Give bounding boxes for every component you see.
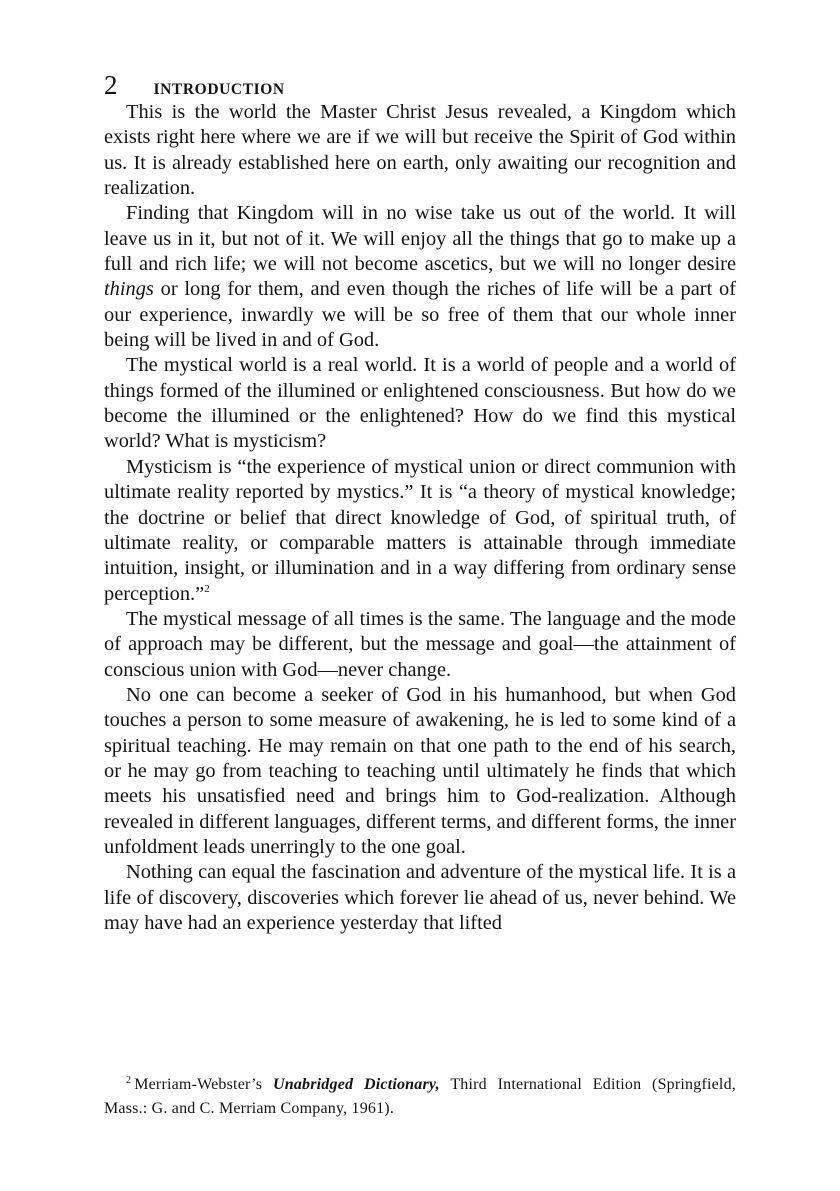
paragraph-6: [104, 683, 736, 860]
paragraph-2: [104, 201, 736, 353]
paragraph-2-emphasis: things: [104, 278, 154, 301]
footnote: [104, 1073, 736, 1121]
footnote-marker: 2: [126, 1074, 132, 1086]
paragraph-7: [104, 860, 736, 936]
running-head: [104, 70, 744, 100]
paragraph-4-text: Mysticism is “the experience of mystical union or direct communion with ultimate reality reported by mystics.” It is “a theory of mystical knowledge; the doctrine or belief that direct knowledge of God, of spiritual truth, of ultimate reality, or comparable matters is attainable through immediate intuition, insight, or illumination and in a way differing from ordinary sense perception.”: [104, 455, 736, 605]
paragraph-1: [104, 100, 736, 201]
paragraph-3-text: The mystical world is a real world. It is a world of people and a world of things formed of the illumined or enlightened consciousness. But how do we become the illumined or the enlightened? How do we find this mystical world? What is mysticism?: [104, 354, 736, 453]
paragraph-7-text: Nothing can equal the fascination and adventure of the mystical life. It is a life of discovery, discoveries which forever lie ahead of us, never behind. We may have had an experience yesterday that lifted: [104, 861, 736, 934]
footnote-text-before: Merriam-Webster’s: [134, 1076, 273, 1093]
chapter-title: INTRODUCTION: [153, 81, 285, 98]
paragraph-5: [104, 607, 736, 683]
body-text: [104, 100, 736, 936]
page-number: 2: [104, 70, 118, 100]
paragraph-3: [104, 353, 736, 454]
footnote-title: Unabridged Dictionary,: [272, 1076, 440, 1093]
paragraph-1-text: This is the world the Master Christ Jesus revealed, a Kingdom which exists right here where we are if we will but receive the Spirit of God within us. It is already established here on earth, only awaiting our recognition and realization.: [104, 101, 736, 200]
paragraph-2-text-before: Finding that Kingdom will in no wise take us out of the world. It will leave us in it, but not of it. We will enjoy all the things that go to make up a full and rich life; we will not become ascetics, but we will no longer desire: [104, 202, 736, 276]
footnote-reference: 2: [204, 582, 210, 595]
paragraph-2-text-after: or long for them, and even though the riches of life will be a part of our experience, inwardly we will be so free of them that our whole inner being will be lived in and of God.: [104, 278, 736, 352]
paragraph-6-text: No one can become a seeker of God in his humanhood, but when God touches a person to some measure of awakening, he is led to some kind of a spiritual teaching. He may remain on that one path to the end of his search, or he may go from teaching to teaching until ultimately he finds that which meets his unsatisfied need and brings him to God-realization. Although revealed in different languages, different terms, and different forms, the inner unfoldment leads unerringly to the one goal.: [104, 683, 736, 858]
footnote-text-after: Third International Edition (Springfield, Mass.: G. and C. Merriam Company, 1961).: [104, 1076, 736, 1117]
paragraph-5-text: The mystical message of all times is the same. The language and the mode of approach may be different, but the message and goal—the attainment of conscious union with God—never change.: [104, 607, 736, 681]
paragraph-4: [104, 455, 736, 607]
